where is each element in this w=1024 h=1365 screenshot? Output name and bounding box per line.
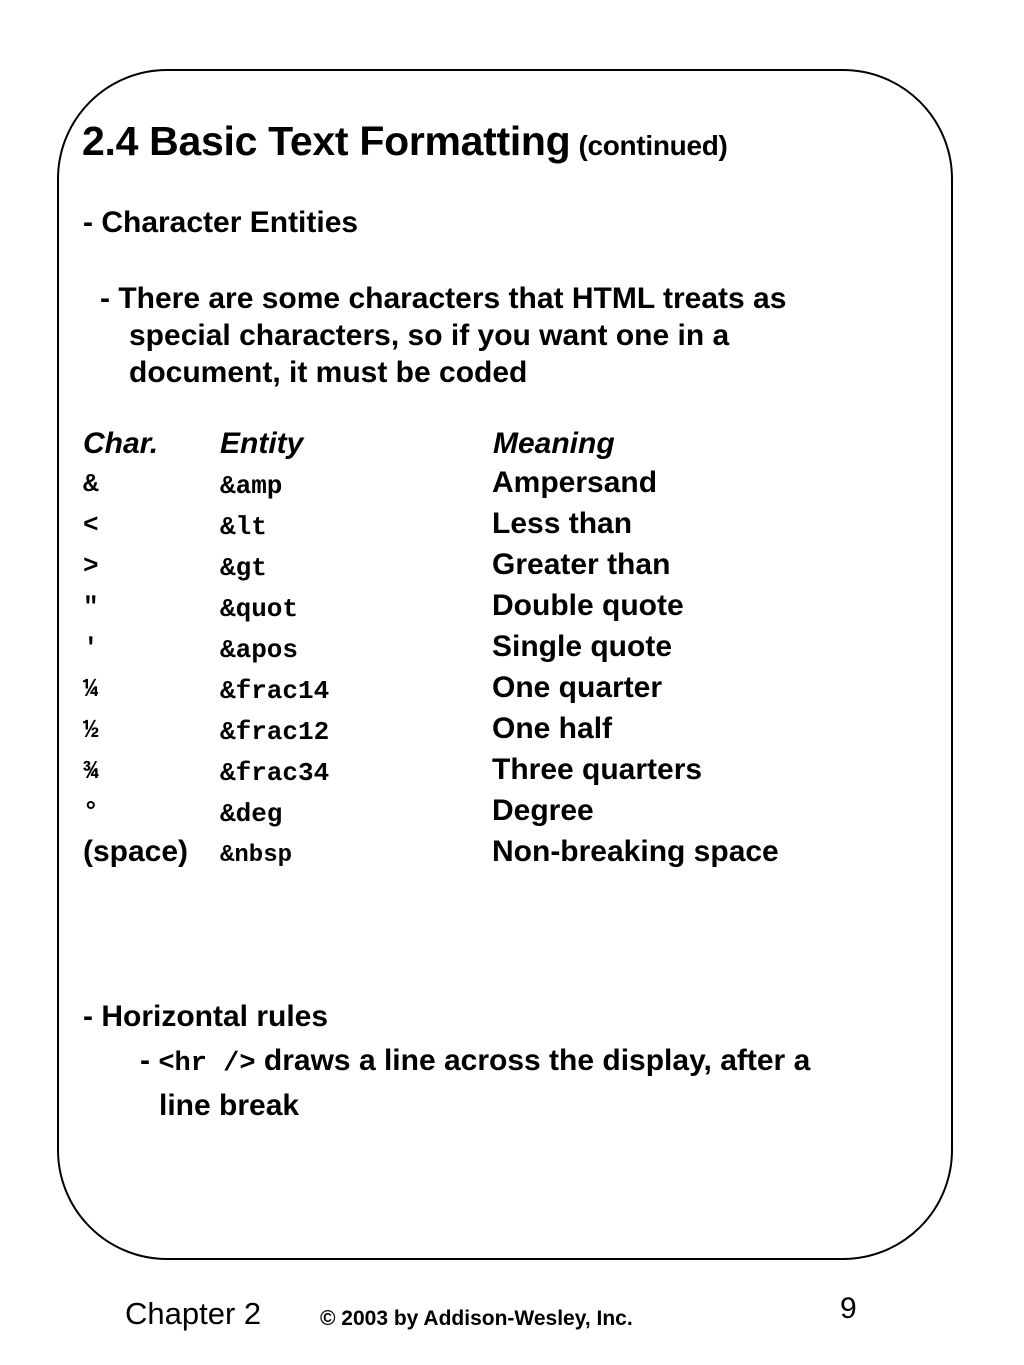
table-row: [0, 753, 1024, 797]
entity-cell: &nbsp: [220, 842, 293, 869]
title-main: 2.4 Basic Text Formatting: [82, 118, 571, 164]
hr-text-line-2: line break: [159, 1089, 300, 1122]
header-entity: Entity: [220, 427, 304, 460]
footer-copyright: © 2003 by Addison-Wesley, Inc.: [320, 1307, 633, 1330]
horizontal-rules-heading: - Horizontal rules: [83, 1000, 329, 1033]
header-char: Char.: [83, 427, 159, 460]
meaning-cell: Single quote: [492, 630, 672, 663]
header-meaning: Meaning: [493, 427, 615, 460]
footer-chapter: Chapter 2: [125, 1296, 262, 1331]
entities-description: [100, 280, 786, 391]
page-number: 9: [840, 1292, 857, 1325]
meaning-cell: Ampersand: [492, 466, 658, 499]
meaning-cell: Three quarters: [492, 753, 703, 786]
slide-title: [82, 118, 728, 165]
char-cell: ': [83, 633, 99, 663]
meaning-cell: Greater than: [492, 548, 671, 581]
char-cell: (space): [83, 835, 189, 868]
entity-cell: &quot: [220, 594, 299, 624]
entity-cell: &frac14: [220, 676, 330, 706]
char-cell: >: [83, 551, 99, 581]
title-sub: (continued): [578, 130, 728, 161]
table-row: [0, 466, 1024, 510]
entity-cell: &frac34: [220, 758, 330, 788]
meaning-cell: Double quote: [492, 589, 684, 622]
meaning-cell: One quarter: [492, 671, 663, 704]
entity-cell: &lt: [220, 512, 267, 542]
meaning-cell: Degree: [492, 794, 594, 827]
char-cell: ¾: [83, 756, 99, 786]
table-row: [0, 712, 1024, 756]
hr-line-1: [140, 1040, 810, 1085]
char-cell: &: [83, 469, 99, 499]
hr-description: [140, 1040, 810, 1127]
table-row: [0, 671, 1024, 715]
description-line-2: special characters, so if you want one in a: [129, 319, 730, 352]
description-line-1: - There are some characters that HTML treats as: [100, 282, 787, 315]
entity-cell: &apos: [220, 635, 299, 665]
meaning-cell: One half: [492, 712, 613, 745]
table-row: [0, 630, 1024, 674]
table-row: [0, 794, 1024, 838]
hr-code: <hr />: [158, 1049, 256, 1079]
entity-cell: &deg: [220, 799, 283, 829]
entity-cell: &gt: [220, 553, 267, 583]
character-entities-heading: - Character Entities: [83, 206, 359, 239]
description-line-3: document, it must be coded: [129, 356, 528, 389]
meaning-cell: Non-breaking space: [492, 835, 779, 868]
table-row: [0, 507, 1024, 551]
hr-text-line-1: draws a line across the display, after a: [263, 1044, 811, 1077]
table-row: [0, 548, 1024, 592]
table-row: [0, 835, 1024, 879]
entity-cell: &frac12: [220, 717, 330, 747]
entity-cell: &amp: [220, 471, 283, 501]
hr-dash: -: [140, 1044, 150, 1077]
char-cell: ½: [83, 715, 99, 745]
char-cell: ¼: [83, 674, 99, 704]
meaning-cell: Less than: [492, 507, 633, 540]
char-cell: °: [83, 797, 99, 827]
char-cell: <: [83, 510, 99, 540]
table-row: [0, 589, 1024, 633]
char-cell: ": [83, 592, 99, 622]
